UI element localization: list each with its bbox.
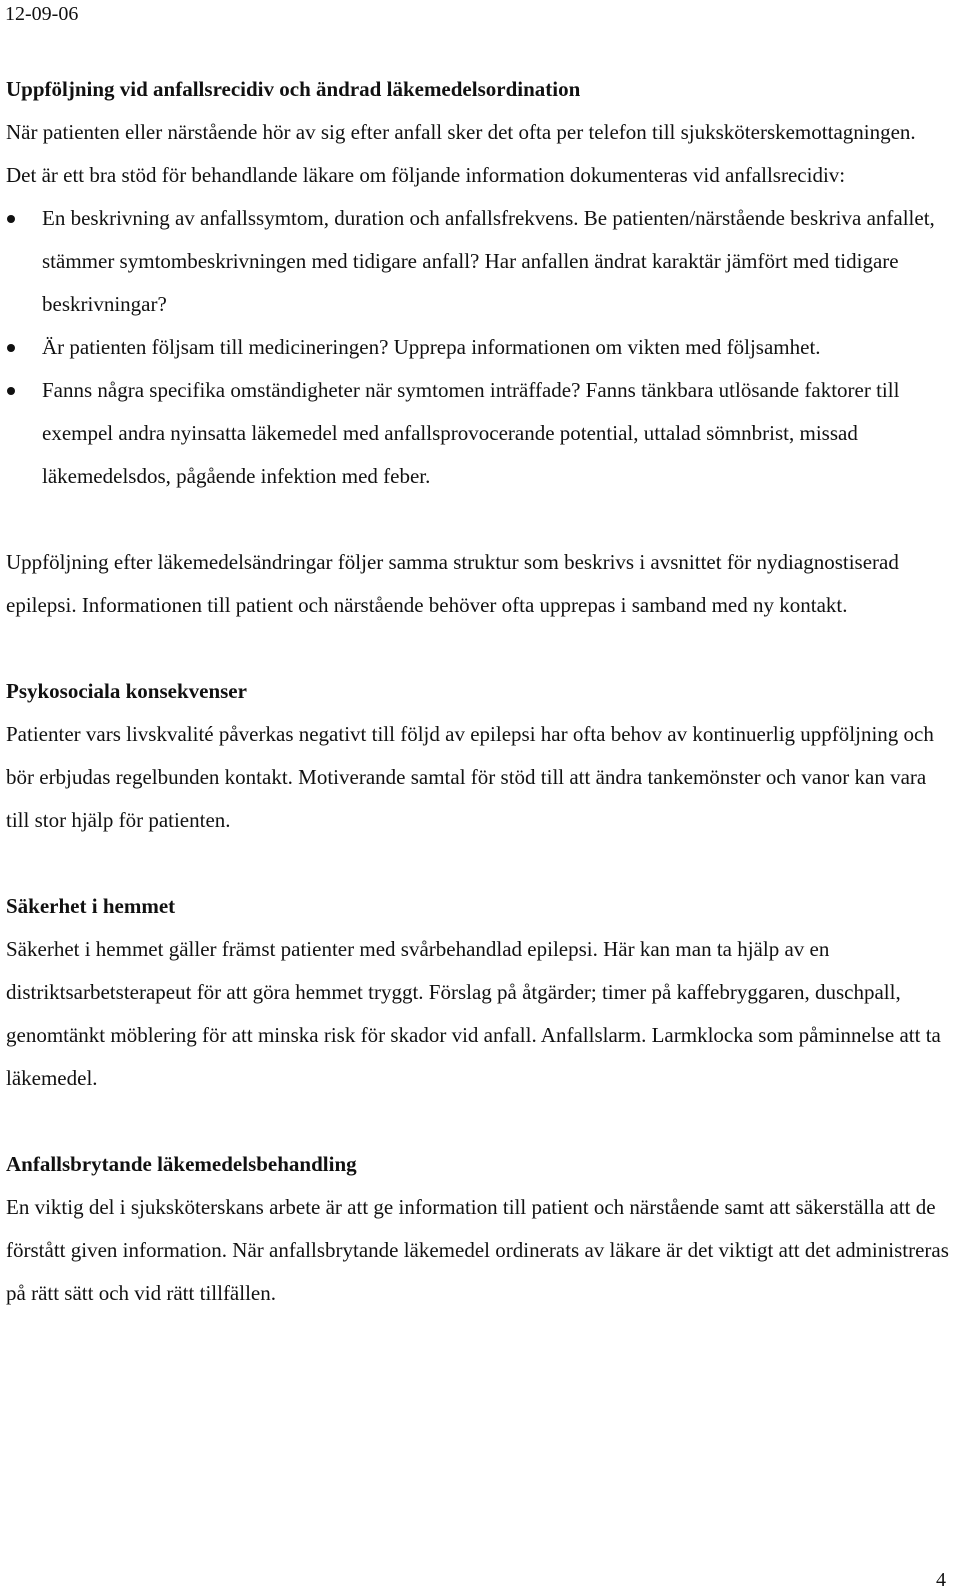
bullet-icon: [7, 387, 15, 395]
spacer: [6, 842, 951, 885]
list-item-text: Är patienten följsam till medicineringen? Upprepa informationen om vikten med följsamhet.: [42, 335, 821, 359]
page-number: 4: [936, 1569, 946, 1591]
list-item-text: En beskrivning av anfallssymtom, duration och anfallsfrekvens. Be patienten/närstående beskriva anfallet, stämmer symtombeskrivningen med tidigare anfall? Har anfallen ändrat karaktär jämfört med tidigare beskrivningar?: [42, 206, 935, 316]
section-heading-psykosociala: Psykosociala konsekvenser: [6, 679, 247, 703]
list-item: [6, 369, 951, 498]
list-item: [6, 197, 951, 326]
sakerhet-paragraph: Säkerhet i hemmet gäller främst patienter med svårbehandlad epilepsi. Här kan man ta hjälp av en distriktsarbetsterapeut för att göra hemmet tryggt. Förslag på åtgärder; timer på kaffebryggaren, duschpall, genomtänkt möblering för att minska risk för skador vid anfall. Anfallslarm. Larmklocka som påminnelse att ta läkemedel.: [6, 937, 941, 1090]
section-heading-anfallsrecidiv: Uppföljning vid anfallsrecidiv och ändrad läkemedelsordination: [6, 77, 581, 101]
psykosociala-paragraph: Patienter vars livskvalité påverkas negativt till följd av epilepsi har ofta behov av kontinuerlig uppföljning och bör erbjudas regelbunden kontakt. Motiverande samtal för stöd till att ändra tankemönster och vanor kan vara till stor hjälp för patienten.: [6, 722, 934, 832]
bullet-list: [6, 197, 951, 498]
document-body: [6, 68, 951, 1315]
section-heading-sakerhet: Säkerhet i hemmet: [6, 894, 176, 918]
spacer: [6, 498, 951, 541]
spacer: [6, 627, 951, 670]
list-item: [6, 326, 951, 369]
section-intro-paragraph: När patienten eller närstående hör av sig efter anfall sker det ofta per telefon till sjuksköterskemottagningen. Det är ett bra stöd för behandlande läkare om följande information dokumenteras vid anfallsrecidiv:: [6, 120, 916, 187]
list-item-text: Fanns några specifika omständigheter när symtomen inträffade? Fanns tänkbara utlösande faktorer till exempel andra nyinsatta läkemedel med anfallsprovocerande potential, uttalad sömnbrist, missad läkemedelsdos, pågående infektion med feber.: [42, 378, 900, 488]
spacer: [6, 1100, 951, 1143]
section-heading-anfallsbrytande: Anfallsbrytande läkemedelsbehandling: [6, 1152, 357, 1176]
bullet-icon: [7, 215, 15, 223]
followup-paragraph: Uppföljning efter läkemedelsändringar följer samma struktur som beskrivs i avsnittet för nydiagnostiserad epilepsi. Informationen till patient och närstående behöver ofta upprepas i samband med ny kontakt.: [6, 550, 899, 617]
document-date: 12-09-06: [5, 3, 79, 25]
anfallsbrytande-paragraph: En viktig del i sjuksköterskans arbete är att ge information till patient och närstående samt att säkerställa att de förstått given information. När anfallsbrytande läkemedel ordinerats av läkare är det viktigt att det administreras på rätt sätt och vid rätt tillfällen.: [6, 1195, 949, 1305]
bullet-icon: [7, 344, 15, 352]
